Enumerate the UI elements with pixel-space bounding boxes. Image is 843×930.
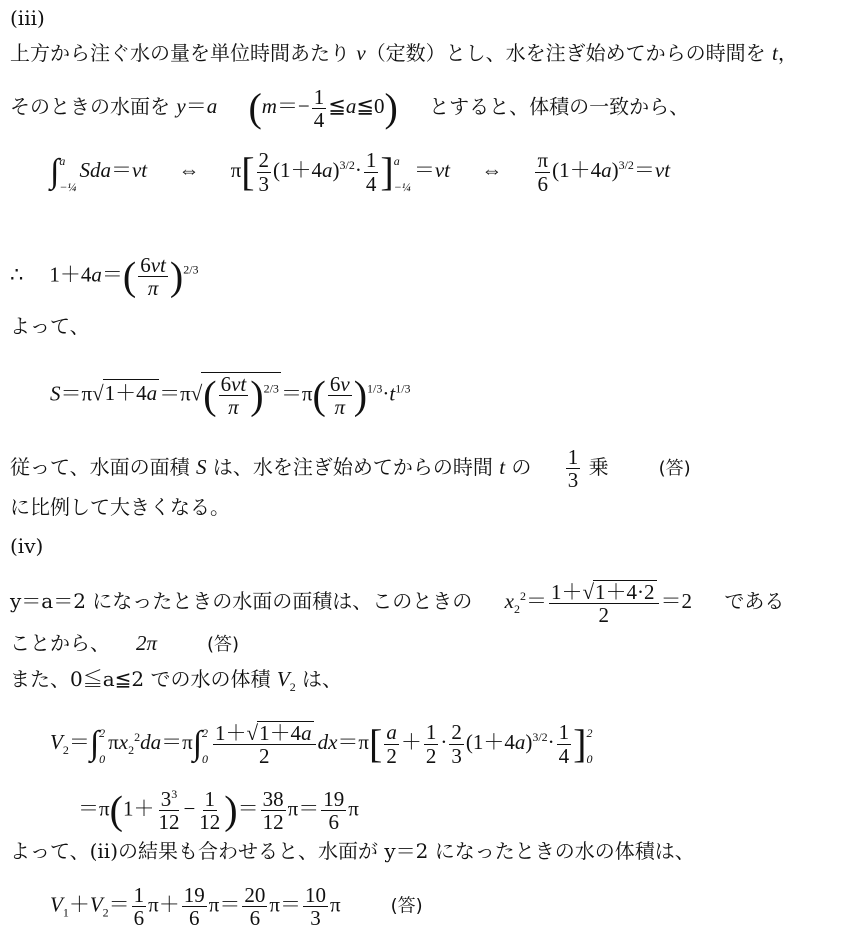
paragraph-iv-line3: また、0≦a≦2 での水の体積 $V_2$ は、 [10, 667, 343, 695]
volume-v2-equation: $V_2=\int$ 2 0 $\pi x_2^2da=\pi\int$ 2 0 $\frac{1+√1+4a}{2}$ dx＝π[ $\frac{a}{2}$ ＋ $\frac{1}{2}$ · $\frac{2}{3}$ $(1+4a)^{3/2}\cdot$ $\frac{1}{4}$ ] 2 0 [50, 720, 593, 768]
water-level-expression: y＝a (m＝− $\frac{1}{4}$ ≦a≦0) [176, 85, 398, 133]
volume-v2-result: ＝π(1＋ $\frac{3^3}{12}$ − $\frac{1}{12}$ )＝ $\frac{38}{12}$ π＝ $\frac{19}{6}$ π [78, 787, 359, 835]
conclusion-iii-line2: に比例して大きくなる。 [10, 495, 230, 519]
paragraph-iii-line2: そのときの水面を y＝a (m＝− $\frac{1}{4}$ ≦a≦0) とすると、体積の一致から、 [10, 85, 690, 133]
section-iv-label: (iv) [10, 534, 44, 558]
therefore-equation: ∴ 1＋4a＝( $\frac{6vt}{\pi}$ )$^{2/3}$ [10, 253, 199, 301]
paragraph-iv-line1: y＝a＝2 になったときの水面の面積は、このときの $x_2^2=$ $\frac{1+√1+4\cdot 2}{2}$ ＝2 である [10, 580, 785, 628]
total-volume-equation: $V_1+V_2=$ $\frac{1}{6}$ π＋ $\frac{19}{6}$ π＝ $\frac{20}{6}$ π＝ $\frac{10}{3}$ π (答) [50, 883, 423, 930]
area-equation: S＝π√1＋4a＝π√( $\frac{6vt}{\pi}$ )$^{2/3}$＝π( $\frac{6v}{\pi}$ )$^{1/3}\cdot t^{1/3}$ [50, 372, 411, 420]
paragraph-iv-line2: ことから、 2π (答) [10, 631, 240, 655]
yotte-text: よって、 [10, 314, 90, 338]
conclusion-iii-line1: 従って、水面の面積 S は、水を注ぎ始めてからの時間 t の $\frac{1}{3}$ 乗 (答) [10, 445, 691, 493]
paragraph-iii-line1: 上方から注ぐ水の量を単位時間あたり v（定数）とし、水を注ぎ始めてからの時間を t， [10, 41, 798, 65]
paragraph-iv-line6: よって、(ii)の結果も合わせると、水面が y＝2 になったときの水の体積は、 [10, 839, 695, 863]
section-iii-label: (iii) [10, 6, 45, 30]
volume-equation: ∫ a −¼ Sda＝vt ⇔ π[ $\frac{2}{3}$ $(1+4a)^{3/2}\cdot$ $\frac{1}{4}$ ] a −¼ ＝vt ⇔ $\frac{\pi}{6}$ $(1+4a)^{3/2}=vt$ [50, 148, 671, 196]
